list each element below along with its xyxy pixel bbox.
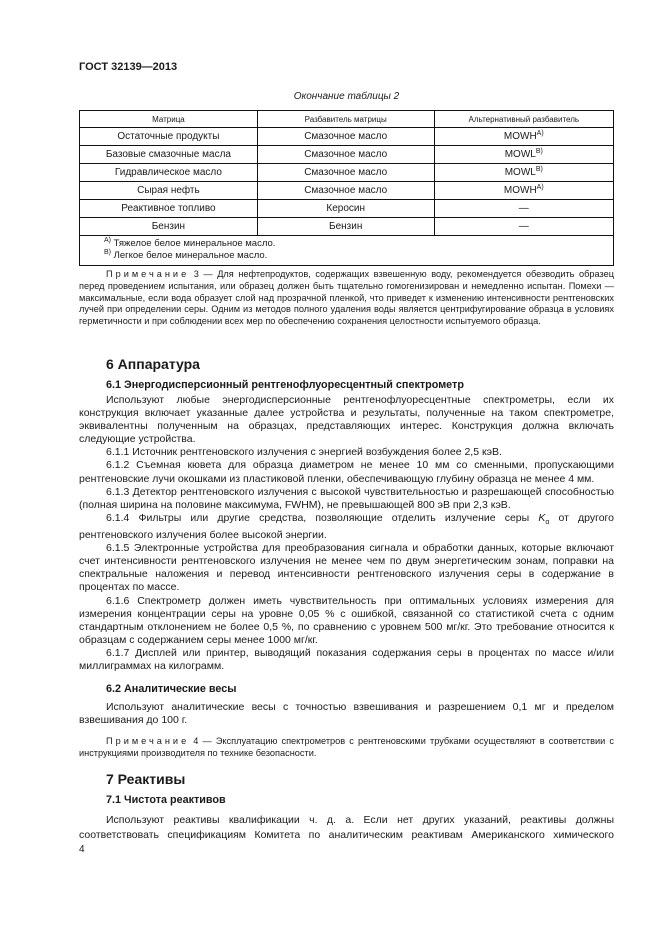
cell-diluent: Смазочное масло xyxy=(257,146,434,164)
note-label: Примечание xyxy=(106,736,190,746)
footnote-mark: А) xyxy=(536,130,544,137)
subsection-6-1-heading: 6.1 Энергодисперсионный рентгенофлуоресцентный спектрометр xyxy=(106,379,464,391)
section-6-heading: 6 Аппаратура xyxy=(106,356,200,372)
footnote xyxy=(104,238,613,250)
table-row xyxy=(80,146,614,164)
footnote-mark: В) xyxy=(535,148,543,155)
document-header: ГОСТ 32139—2013 xyxy=(79,61,178,73)
footnote-mark: В) xyxy=(535,166,543,173)
alpha-subscript: α xyxy=(545,518,550,526)
footnote-text: Тяжелое белое минеральное масло. xyxy=(113,238,276,249)
cell-diluent: Смазочное масло xyxy=(257,182,434,200)
paragraph-7-1: Используют реактивы квалификации ч. д. а. Если нет других указаний, реактивы должны соответствовать спецификациям Комитета по аналитическим реактивам Американского химического xyxy=(79,814,614,841)
dilution-table xyxy=(79,110,614,266)
table-row xyxy=(80,182,614,200)
footnote-mark: А) xyxy=(104,237,111,244)
table-caption: Окончание таблицы 2 xyxy=(293,91,400,102)
column-header: Матрица xyxy=(80,111,258,128)
footnote xyxy=(104,250,613,262)
cell-alt xyxy=(434,128,613,146)
alt-value: MOWH xyxy=(503,185,537,196)
paragraph-6-1-6: 6.1.6 Спектрометр должен иметь чувствительность при оптимальных условиях измерения для измерения концентрации серы на уровне 0,05 % с ошибкой, связанной со статистикой счета с одним стандартным отклонением не более 0,5 %, по сравнению с уровнем 500 мг/кг. Это требование относится к образцам с содержанием серы менее 1000 мг/кг. xyxy=(79,594,614,646)
table-row xyxy=(80,128,614,146)
section-7-1-body xyxy=(79,813,614,843)
cell-diluent: Смазочное масло xyxy=(257,128,434,146)
table-row xyxy=(80,218,614,236)
note-4 xyxy=(79,735,614,759)
cell-matrix: Остаточные продукты xyxy=(80,128,258,146)
note-text: 3 — Для нефтепродуктов, содержащих взвешенную воду, рекомендуется обезводить образец перед проведением испытания, или образец должен быть тщательно гомогенизирован и немедленно испытан. Помехи — максимальные, если вода образует слой над прозрачной пленкой, что приведет к изменению интенсивности рентгеновских лучей при определении серы. Одним из методов полного удаления воды является центрифугирование образца в условиях герметичности и при соблюдении всех мер по обеспечению сохранения целостности испытуемого образца. xyxy=(79,269,614,327)
table-footnotes xyxy=(80,236,614,266)
cell-diluent: Керосин xyxy=(257,200,434,218)
page-number: 4 xyxy=(79,844,85,855)
cell-alt: — xyxy=(434,218,613,236)
section-7-heading: 7 Реактивы xyxy=(106,771,186,787)
section-6-2-body xyxy=(79,701,614,727)
paragraph-6-1-2: 6.1.2 Съемная кювета для образца диаметром не менее 10 мм со сменными, пропускающими рентгеновские лучи окошками из пластиковой пленки, обеспечивающую глубину образца не менее 4 мм. xyxy=(79,459,614,485)
table-header-row xyxy=(80,111,614,128)
paragraph-6-1-1: 6.1.1 Источник рентгеновского излучения с энергией возбуждения более 2,5 кэВ. xyxy=(106,446,502,459)
paragraph-6-1-3: 6.1.3 Детектор рентгеновского излучения с высокой чувствительностью и разрешающей способностью (полная ширина на половине максимума, FWHM), не превышающей 800 эВ при 2,3 кэВ. xyxy=(79,485,614,511)
alt-value: MOWH xyxy=(503,131,537,142)
cell-matrix: Базовые смазочные масла xyxy=(80,146,258,164)
cell-matrix: Реактивное топливо xyxy=(80,200,258,218)
text: от другого рентгеновского излучения более высокой энергии. xyxy=(79,511,614,542)
footnote-text: Легкое белое минеральное масло. xyxy=(113,250,268,261)
cell-diluent: Смазочное масло xyxy=(257,164,434,182)
paragraph: Используют любые энергодисперсионные рентгенофлуоресцентные спектрометры, если их конструкция включает указанные далее устройства и результаты, полученные на таком спектрометре, эквивалентны полученным на образцах, представляющих интерес. Конструкция должна включать следующие устройства. xyxy=(79,394,614,446)
note-3 xyxy=(79,269,614,328)
paragraph-6-1-7: 6.1.7 Дисплей или принтер, выводящий показания содержания серы в процентах по массе и/или миллиграммах на килограмм. xyxy=(79,646,614,672)
cell-matrix: Гидравлическое масло xyxy=(80,164,258,182)
cell-alt: — xyxy=(434,200,613,218)
paragraph-6-2: Используют аналитические весы с точностью взвешивания и разрешением 0,1 мг и пределом взвешивания до 100 г. xyxy=(79,701,614,727)
footnotes-cell xyxy=(80,236,614,266)
cell-diluent: Бензин xyxy=(257,218,434,236)
cell-alt xyxy=(434,146,613,164)
column-header: Альтернативный разбавитель xyxy=(434,111,613,128)
subsection-7-1-heading: 7.1 Чистота реактивов xyxy=(106,794,226,806)
table-row xyxy=(80,164,614,182)
section-6-1-body xyxy=(79,394,614,673)
alt-value: MOWL xyxy=(504,167,536,178)
footnote-mark: В) xyxy=(104,249,111,256)
footnote-mark: А) xyxy=(536,184,544,191)
note-text: 4 — Эксплуатацию спектрометров с рентгеновскими трубками осуществляют в соответствии с инструкциями производителя по технике безопасности. xyxy=(79,736,614,758)
cell-matrix: Бензин xyxy=(80,218,258,236)
note-label: Примечание xyxy=(106,269,190,279)
alt-value: MOWL xyxy=(504,149,536,160)
k-symbol: K xyxy=(538,511,546,524)
cell-alt xyxy=(434,164,613,182)
paragraph-6-1-4 xyxy=(79,512,614,542)
cell-matrix: Сырая нефть xyxy=(80,182,258,200)
paragraph-6-1-5: 6.1.5 Электронные устройства для преобразования сигнала и обработки данных, которые включают счет интенсивности рентгеновского излучения не менее чем по двум энергетическим зонам, поправки на спектральные наложения и перевод интенсивности рентгеновского излучения серы в содержание в процентах по массе. xyxy=(79,542,614,594)
cell-alt xyxy=(434,182,613,200)
column-header: Разбавитель матрицы xyxy=(257,111,434,128)
text: 6.1.4 Фильтры или другие средства, позволяющие отделить излучение серы xyxy=(106,511,539,524)
table-row xyxy=(80,200,614,218)
subsection-6-2-heading: 6.2 Аналитические весы xyxy=(106,683,237,695)
